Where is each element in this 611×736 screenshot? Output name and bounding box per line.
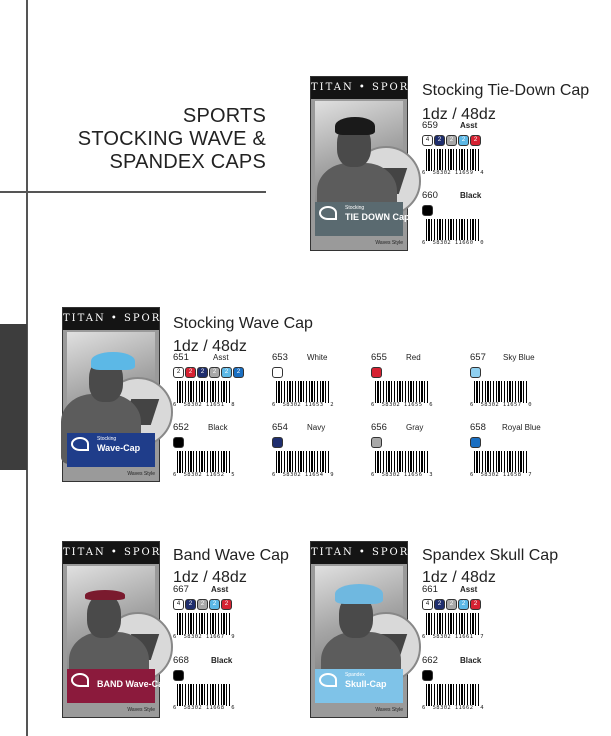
horizontal-rule [0, 191, 266, 193]
barcode-digit-left: 6 [422, 634, 426, 640]
barcode-digits: 58302 11653 [282, 402, 324, 408]
color-swatches [173, 670, 184, 682]
color-swatch: 2 [185, 599, 196, 610]
barcode-digit-right: 5 [231, 472, 235, 478]
package-name: BAND Wave-Cap [97, 679, 169, 689]
package-name: TIE DOWN Cap [345, 212, 410, 222]
color-swatch [173, 670, 184, 681]
package-foot: Waves Style [127, 707, 155, 713]
color-swatch: 2 [434, 135, 445, 146]
brand-logo: TITAN • SPORT [311, 77, 407, 99]
color-swatch [173, 437, 184, 448]
package-small-label: Stocking [345, 205, 365, 211]
barcode-digit-right: 9 [330, 472, 334, 478]
package-foot: Waves Style [375, 707, 403, 713]
barcode-digit-right: 4 [480, 170, 484, 176]
product-title: Stocking Tie-Down Cap [422, 82, 590, 99]
barcode-bars [177, 684, 231, 706]
barcode-number [173, 705, 235, 711]
barcode-digit-left: 6 [173, 402, 177, 408]
barcode-number [422, 170, 484, 176]
pack-size: 1dz / 48dz [173, 569, 247, 586]
barcode-digit-right: 4 [480, 705, 484, 711]
color-swatches [470, 367, 481, 379]
color-swatch: 2 [209, 367, 220, 378]
barcode-digits: 58302 11659 [432, 170, 474, 176]
pack-size: 1dz / 48dz [422, 106, 496, 123]
barcode-digits: 58302 11667 [183, 634, 225, 640]
color-name: Sky Blue [503, 353, 535, 362]
item-code: 653 [272, 352, 288, 363]
color-name: Asst [460, 121, 478, 130]
barcode-bars [474, 451, 528, 473]
color-swatch: 2 [233, 367, 244, 378]
barcode-digit-left: 6 [422, 170, 426, 176]
barcode [173, 381, 235, 409]
product-title: Stocking Wave Cap [173, 315, 313, 332]
package-label [67, 433, 155, 467]
barcode-number [371, 472, 433, 478]
color-name: Royal Blue [502, 423, 541, 432]
item-code: 652 [173, 422, 189, 433]
color-swatches [422, 205, 433, 217]
barcode-bars [426, 219, 480, 241]
color-swatch [272, 367, 283, 378]
color-swatch: 2 [470, 135, 481, 146]
package-label [315, 202, 410, 236]
item-code: 667 [173, 584, 189, 595]
barcode-number [470, 402, 532, 408]
barcode-bars [474, 381, 528, 403]
color-swatches [422, 670, 433, 682]
barcode [422, 219, 484, 247]
pack-size: 1dz / 48dz [173, 338, 247, 355]
barcode-bars [177, 613, 231, 635]
package-wave [62, 307, 170, 482]
barcode-digits: 58302 11662 [432, 705, 474, 711]
barcode [470, 451, 532, 479]
barcode-digit-right: 3 [429, 472, 433, 478]
color-swatch: 2 [458, 599, 469, 610]
color-swatch [371, 367, 382, 378]
color-swatch: 2 [221, 367, 232, 378]
barcode-digits: 58302 11660 [432, 240, 474, 246]
color-name: White [307, 353, 328, 362]
color-swatches [173, 367, 244, 379]
color-name: Navy [307, 423, 326, 432]
item-code: 668 [173, 655, 189, 666]
color-swatch: 2 [446, 599, 457, 610]
color-swatch [371, 437, 382, 448]
barcode-digit-right: 7 [480, 634, 484, 640]
barcode-number [422, 240, 484, 246]
pack-size: 1dz / 48dz [422, 569, 496, 586]
barcode-digit-right: 0 [480, 240, 484, 246]
package-name: Wave-Cap [97, 443, 141, 453]
color-swatch [272, 437, 283, 448]
barcode-bars [375, 381, 429, 403]
barcode-digits: 58302 11658 [480, 472, 522, 478]
barcode-digit-right: 6 [231, 705, 235, 711]
color-swatches [422, 135, 481, 147]
color-swatch: 2 [221, 599, 232, 610]
barcode [371, 381, 433, 409]
item-code: 661 [422, 584, 438, 595]
barcode-number [470, 472, 532, 478]
package-label [315, 669, 403, 703]
barcode-bars [276, 451, 330, 473]
color-swatch [422, 205, 433, 216]
titan-logo-icon [71, 673, 89, 687]
barcode-digits: 58302 11655 [381, 402, 423, 408]
barcode-bars [426, 149, 480, 171]
item-code: 657 [470, 352, 486, 363]
color-swatches [422, 599, 481, 611]
page-title-line-3: SPANDEX CAPS [109, 151, 266, 173]
color-name: Black [460, 191, 482, 200]
barcode-digit-right: 2 [330, 402, 334, 408]
barcode-bars [426, 613, 480, 635]
barcode [422, 149, 484, 177]
barcode [173, 684, 235, 712]
barcode-bars [177, 451, 231, 473]
color-swatch: 4 [422, 599, 433, 610]
color-swatch: 2 [197, 599, 208, 610]
barcode-digit-right: 9 [231, 634, 235, 640]
barcode [422, 613, 484, 641]
item-code: 654 [272, 422, 288, 433]
barcode-number [272, 472, 334, 478]
barcode [173, 613, 235, 641]
color-swatch: 2 [470, 599, 481, 610]
item-code: 658 [470, 422, 486, 433]
barcode-bars [375, 451, 429, 473]
color-swatch: 2 [458, 135, 469, 146]
barcode [272, 451, 334, 479]
package-label [67, 669, 169, 703]
barcode-number [272, 402, 334, 408]
item-code: 660 [422, 190, 438, 201]
barcode-number [173, 472, 235, 478]
barcode-digit-left: 6 [371, 402, 375, 408]
brand-logo: TITAN • SPORT [63, 542, 159, 564]
item-code: 651 [173, 352, 189, 363]
package-skull [310, 541, 418, 718]
color-name: Red [406, 353, 421, 362]
barcode-digit-left: 6 [470, 472, 474, 478]
color-name: Asst [213, 353, 229, 362]
titan-logo-icon [319, 673, 337, 687]
color-swatch [422, 670, 433, 681]
barcode-digit-left: 6 [422, 240, 426, 246]
barcode [371, 451, 433, 479]
color-name: Asst [211, 585, 229, 594]
package-foot: Waves Style [127, 471, 155, 477]
barcode-digit-left: 6 [470, 402, 474, 408]
package-small-label: Stocking [97, 436, 117, 442]
barcode-digit-right: 6 [429, 402, 433, 408]
package-small-label: Spandex [345, 672, 365, 678]
titan-logo-icon [71, 437, 89, 451]
color-swatch: 2 [209, 599, 220, 610]
barcode-digits: 58302 11668 [183, 705, 225, 711]
barcode [470, 381, 532, 409]
color-swatches [173, 437, 184, 449]
color-swatch: 2 [185, 367, 196, 378]
barcode-digits: 58302 11651 [183, 402, 225, 408]
barcode-digit-right: 7 [528, 472, 532, 478]
color-swatch: 2 [434, 599, 445, 610]
barcode-digit-left: 6 [422, 705, 426, 711]
barcode-digit-left: 6 [173, 634, 177, 640]
item-code: 656 [371, 422, 387, 433]
item-code: 659 [422, 120, 438, 131]
barcode-number [422, 634, 484, 640]
barcode-digits: 58302 11656 [381, 472, 423, 478]
color-swatches [173, 599, 232, 611]
barcode-digits: 58302 11652 [183, 472, 225, 478]
color-swatches [272, 367, 283, 379]
brand-logo: TITAN • SPORT [311, 542, 407, 564]
barcode-digit-left: 6 [272, 402, 276, 408]
color-swatch [470, 437, 481, 448]
color-name: Black [460, 656, 482, 665]
barcode-number [371, 402, 433, 408]
package-name: Skull-Cap [345, 679, 387, 689]
color-swatch: 2 [197, 367, 208, 378]
package-tiedown [310, 76, 418, 251]
barcode-number [173, 402, 235, 408]
page-title [60, 105, 266, 174]
barcode-digit-left: 6 [173, 472, 177, 478]
barcode-digits: 58302 11654 [282, 472, 324, 478]
barcode-number [422, 705, 484, 711]
barcode [272, 381, 334, 409]
color-swatch: 2 [173, 367, 184, 378]
item-code: 662 [422, 655, 438, 666]
barcode [173, 451, 235, 479]
barcode-digit-right: 0 [528, 402, 532, 408]
color-swatches [371, 367, 382, 379]
titan-logo-icon [319, 206, 337, 220]
barcode-digit-left: 6 [272, 472, 276, 478]
color-swatch [470, 367, 481, 378]
barcode-digits: 58302 11657 [480, 402, 522, 408]
item-code: 655 [371, 352, 387, 363]
page-title-line-2: STOCKING WAVE & [77, 128, 266, 150]
color-swatches [371, 437, 382, 449]
barcode-digit-left: 6 [371, 472, 375, 478]
color-name: Black [211, 656, 233, 665]
package-band [62, 541, 170, 718]
barcode-bars [426, 684, 480, 706]
barcode-digit-left: 6 [173, 705, 177, 711]
section-tab [0, 324, 27, 470]
color-swatch: 4 [173, 599, 184, 610]
color-swatch: 2 [446, 135, 457, 146]
color-name: Gray [406, 423, 424, 432]
barcode-bars [276, 381, 330, 403]
color-swatches [470, 437, 481, 449]
package-foot: Waves Style [375, 240, 403, 246]
color-name: Black [208, 423, 228, 432]
color-name: Asst [460, 585, 478, 594]
barcode-digits: 58302 11661 [432, 634, 474, 640]
barcode-number [173, 634, 235, 640]
page-title-line-1: SPORTS [182, 105, 266, 127]
barcode [422, 684, 484, 712]
brand-logo: TITAN • SPORT [63, 308, 159, 330]
color-swatch: 4 [422, 135, 433, 146]
barcode-digit-right: 8 [231, 402, 235, 408]
product-title: Band Wave Cap [173, 547, 289, 564]
product-title: Spandex Skull Cap [422, 547, 559, 564]
barcode-bars [177, 381, 231, 403]
color-swatches [272, 437, 283, 449]
